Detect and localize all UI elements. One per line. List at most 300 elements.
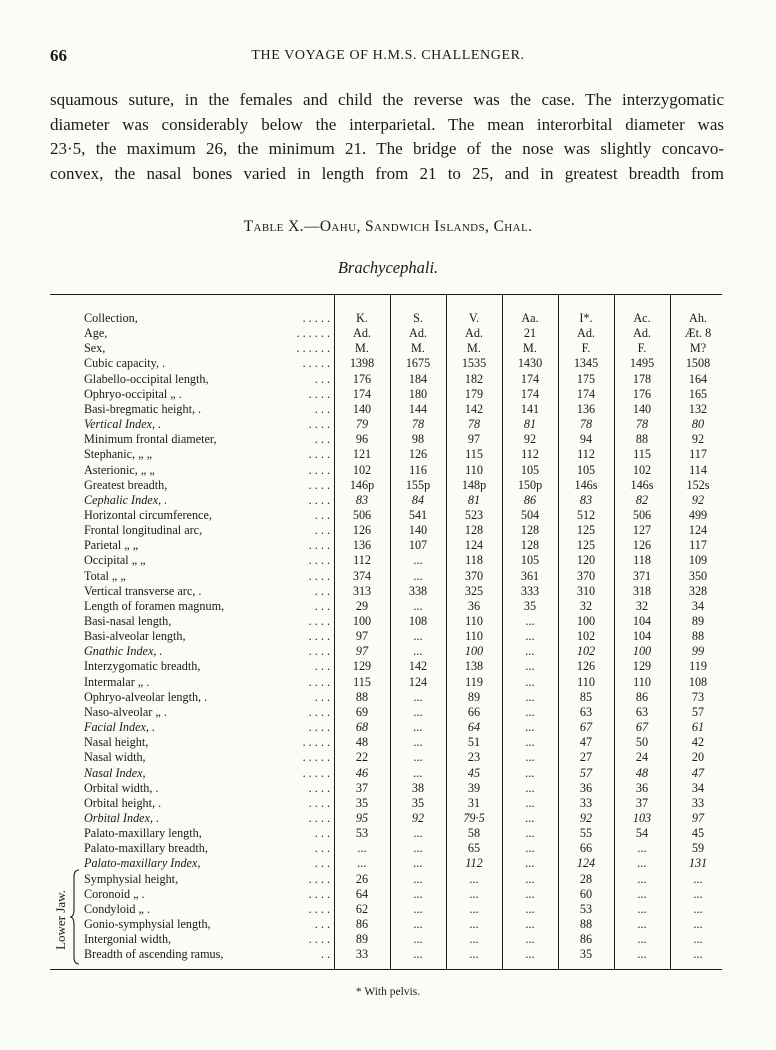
- table-cell: 125: [576, 538, 596, 553]
- row-label: Palato-maxillary breadth,: [84, 841, 208, 856]
- table-cell: 81: [467, 492, 481, 507]
- table-cell: 64: [467, 720, 481, 735]
- table-cell: 506: [632, 507, 652, 522]
- row-label: Horizontal circumference,: [84, 507, 212, 522]
- table-cell: 361: [520, 568, 540, 583]
- table-cell: 175: [576, 371, 596, 386]
- table-cell: 523: [464, 507, 484, 522]
- table-cell: 63: [635, 704, 649, 719]
- table-cell: 46: [355, 765, 369, 780]
- table-cell: 37: [635, 795, 649, 810]
- table-cell: 146s: [574, 477, 598, 492]
- table-cell: ...: [693, 947, 703, 962]
- table-cell: 131: [688, 856, 708, 871]
- table-cell: ...: [693, 871, 703, 886]
- table-cell: 97: [355, 644, 369, 659]
- table-cell: V.: [468, 311, 480, 325]
- table-cell: Ac.: [633, 311, 651, 325]
- table-cell: F.: [637, 341, 647, 356]
- row-label: Orbital height, .: [84, 795, 162, 810]
- table-cell: 1345: [573, 356, 599, 371]
- table-cell: 55: [579, 826, 593, 841]
- table-cell: 81: [523, 417, 537, 432]
- row-label: Cephalic Index, .: [84, 492, 168, 507]
- table-cell: 180: [408, 386, 428, 401]
- row-leader-dots: . . .: [314, 598, 330, 613]
- table-cell: ...: [413, 598, 423, 613]
- row-label: Glabello-occipital length,: [84, 371, 209, 386]
- table-cell: 114: [689, 462, 707, 477]
- table-cell: ...: [469, 947, 479, 962]
- table-cell: 138: [464, 659, 484, 674]
- table-cell: ...: [525, 689, 535, 704]
- table-cell: 117: [689, 447, 707, 462]
- table-cell: ...: [525, 932, 535, 947]
- table-cell: 92: [691, 492, 705, 507]
- row-leader-dots: . . .: [314, 917, 330, 931]
- table-cell: 89: [467, 689, 481, 704]
- table-subtitle: Brachycephali.: [337, 258, 439, 277]
- table-cell: 184: [408, 371, 428, 386]
- table-cell: S.: [413, 311, 423, 325]
- row-leader-dots: . . . .: [308, 462, 330, 477]
- table-row: [50, 675, 722, 691]
- table-cell: 140: [352, 401, 372, 416]
- table-cell: 370: [576, 568, 596, 583]
- table-cell: ...: [693, 917, 703, 931]
- row-label: Coronoid „ .: [84, 886, 145, 901]
- row-label: Palato-maxillary Index,: [84, 856, 201, 871]
- table-cell: 350: [688, 568, 708, 583]
- table-cell: 96: [355, 432, 369, 447]
- row-leader-dots: . .: [320, 947, 330, 962]
- table-cell: ...: [637, 917, 647, 931]
- table-cell: 124: [464, 538, 484, 553]
- row-label: Intergonial width,: [84, 932, 172, 947]
- table-cell: 102: [576, 629, 596, 644]
- row-leader-dots: . . . . .: [302, 311, 330, 325]
- table-cell: M.: [467, 341, 481, 356]
- table-cell: 22: [355, 750, 369, 765]
- table-row: [50, 690, 722, 706]
- row-leader-dots: . . . .: [308, 447, 330, 462]
- row-leader-dots: . . . .: [308, 932, 330, 947]
- table-cell: 118: [465, 553, 483, 568]
- row-leader-dots: . . .: [314, 507, 330, 522]
- row-leader-dots: . . .: [314, 583, 330, 598]
- row-leader-dots: . . .: [314, 432, 330, 447]
- table-cell: 39: [467, 780, 481, 795]
- table-cell: 86: [355, 917, 369, 931]
- table-cell: 129: [632, 659, 652, 674]
- table-cell: 32: [635, 598, 649, 613]
- table-cell: 112: [577, 447, 595, 462]
- row-leader-dots: . . . .: [308, 720, 330, 735]
- table-cell: ...: [413, 629, 423, 644]
- table-cell: ...: [637, 947, 647, 962]
- table-cell: M?: [689, 341, 707, 356]
- table-cell: M.: [411, 341, 425, 356]
- table-cell: 374: [352, 568, 372, 583]
- table-row: [50, 553, 722, 569]
- table-cell: 313: [352, 583, 372, 598]
- table-cell: ...: [413, 856, 423, 871]
- footnote: * With pelvis.: [355, 986, 421, 998]
- table-cell: 67: [579, 720, 593, 735]
- table-cell: 174: [352, 386, 372, 401]
- table-cell: 27: [579, 750, 593, 765]
- table-cell: 102: [632, 462, 652, 477]
- table-cell: 31: [467, 795, 481, 810]
- table-cell: 92: [523, 432, 537, 447]
- row-label: Basi-nasal length,: [84, 614, 172, 628]
- table-cell: ...: [413, 750, 423, 765]
- table-cell: 102: [576, 644, 596, 659]
- table-row: [50, 523, 722, 539]
- table-row: [50, 432, 722, 448]
- table-cell: 174: [576, 386, 596, 401]
- table-cell: 35: [523, 598, 537, 613]
- table-row: [50, 902, 722, 918]
- row-leader-dots: . . .: [314, 856, 330, 871]
- table-cell: 140: [632, 401, 652, 416]
- table-cell: 33: [579, 795, 593, 810]
- table-cell: F.: [581, 341, 591, 356]
- table-cell: 152s: [686, 477, 710, 492]
- table-row: [50, 629, 722, 645]
- table-cell: 105: [520, 553, 540, 568]
- table-cell: ...: [413, 826, 423, 841]
- table-cell: ...: [525, 780, 535, 795]
- table-cell: 328: [688, 583, 708, 598]
- row-label: Breadth of ascending ramus,: [84, 947, 224, 962]
- table-cell: 118: [633, 553, 651, 568]
- row-leader-dots: . . . .: [308, 886, 330, 901]
- table-cell: 63: [579, 704, 593, 719]
- row-label: Ophryo-alveolar length, .: [84, 689, 208, 704]
- row-label: Basi-bregmatic height, .: [84, 401, 202, 416]
- table-cell: 29: [355, 598, 369, 613]
- table-cell: 33: [691, 795, 705, 810]
- row-label: Greatest breadth,: [84, 477, 168, 492]
- table-cell: 142: [464, 401, 484, 416]
- row-label: Naso-alveolar „ .: [84, 704, 167, 719]
- row-label: Vertical Index, .: [84, 417, 162, 432]
- table-cell: 99: [691, 644, 705, 659]
- table-cell: 116: [409, 462, 427, 477]
- table-row: [50, 478, 722, 494]
- row-label: Occipital „ „: [84, 553, 146, 568]
- row-label: Asterionic, „ „: [84, 462, 155, 477]
- table-cell: 79: [355, 417, 369, 432]
- table-cell: 132: [688, 401, 708, 416]
- table-cell: 104: [632, 629, 652, 644]
- table-row: [50, 584, 722, 600]
- table-cell: ...: [413, 689, 423, 704]
- table-cell: 107: [408, 538, 428, 553]
- row-leader-dots: . . . .: [308, 568, 330, 583]
- table-cell: 54: [635, 826, 649, 841]
- table-cell: 178: [632, 371, 652, 386]
- table-cell: ...: [637, 856, 647, 871]
- table-cell: 125: [576, 523, 596, 538]
- table-cell: 86: [579, 932, 593, 947]
- table-cell: 155p: [405, 477, 431, 492]
- row-label: Intermalar „ .: [84, 674, 150, 689]
- table-cell: Æt. 8: [684, 326, 712, 341]
- table-cell: 174: [520, 371, 540, 386]
- table-cell: 127: [632, 523, 652, 538]
- table-cell: ...: [525, 856, 535, 871]
- table-cell: 53: [355, 826, 369, 841]
- table-cell: 371: [632, 568, 652, 583]
- table-cell: 128: [520, 523, 540, 538]
- row-leader-dots: . . . .: [308, 629, 330, 644]
- row-leader-dots: . . . .: [308, 704, 330, 719]
- table-cell: 69: [355, 704, 369, 719]
- table-cell: 338: [408, 583, 428, 598]
- row-leader-dots: . . . .: [308, 795, 330, 810]
- table-row: [50, 735, 722, 751]
- table-cell: 104: [632, 614, 652, 628]
- table-cell: 126: [352, 523, 372, 538]
- row-label: Frontal longitudinal arc,: [84, 523, 203, 538]
- table-cell: 50: [635, 735, 649, 750]
- table-cell: 100: [352, 614, 372, 628]
- table-cell: 64: [355, 886, 369, 901]
- table-cell: 182: [464, 371, 484, 386]
- table-row: [50, 599, 722, 615]
- table-cell: 124: [408, 674, 428, 689]
- table-row: [50, 932, 722, 948]
- table-cell: ...: [413, 704, 423, 719]
- table-cell: 28: [579, 871, 593, 886]
- table-cell: ...: [525, 674, 535, 689]
- table-cell: ...: [413, 886, 423, 901]
- table-cell: 140: [408, 523, 428, 538]
- table-cell: 136: [352, 538, 372, 553]
- table-cell: ...: [525, 765, 535, 780]
- table-row: [50, 750, 722, 766]
- table-cell: 88: [635, 432, 649, 447]
- row-label: Cubic capacity, .: [84, 356, 166, 371]
- table-cell: 86: [523, 492, 537, 507]
- table-cell: ...: [413, 917, 423, 931]
- row-leader-dots: . . . .: [308, 810, 330, 825]
- table-row: [50, 796, 722, 812]
- table-cell: 62: [355, 901, 369, 916]
- table-row: [50, 447, 722, 463]
- table-cell: ...: [413, 871, 423, 886]
- row-label: Facial Index, .: [84, 720, 156, 735]
- table-cell: 108: [408, 614, 428, 628]
- table-cell: 148p: [461, 477, 487, 492]
- table-cell: 142: [408, 659, 428, 674]
- table-cell: 66: [467, 704, 481, 719]
- table-cell: 92: [691, 432, 705, 447]
- table-title: [0, 218, 776, 236]
- table-cell: M.: [355, 341, 369, 356]
- table-cell: Ad.: [353, 326, 371, 341]
- row-leader-dots: . . . . . .: [296, 326, 330, 341]
- table-cell: ...: [637, 871, 647, 886]
- row-label: Palato-maxillary length,: [84, 826, 202, 841]
- table-cell: 117: [689, 538, 707, 553]
- table-cell: 78: [579, 417, 593, 432]
- table-cell: 110: [465, 614, 483, 628]
- table-cell: 73: [691, 689, 705, 704]
- row-label: Condyloid „ .: [84, 901, 151, 916]
- table-cell: 98: [411, 432, 425, 447]
- table-cell: ...: [525, 810, 535, 825]
- table-cell: 110: [633, 674, 651, 689]
- table-row: [50, 341, 722, 357]
- table-cell: 23: [467, 750, 481, 765]
- table-row: [50, 614, 722, 630]
- table-cell: 35: [355, 795, 369, 810]
- table-row: [50, 705, 722, 721]
- table-cell: 126: [576, 659, 596, 674]
- row-label: Parietal „ „: [84, 538, 139, 553]
- table-row: [50, 659, 722, 675]
- table-cell: 1508: [685, 356, 711, 371]
- table-cell: 115: [465, 447, 483, 462]
- table-cell: 88: [691, 629, 705, 644]
- row-leader-dots: . . . . .: [302, 735, 330, 750]
- table-cell: 124: [688, 523, 708, 538]
- row-leader-dots: . . .: [314, 523, 330, 538]
- row-leader-dots: . . . .: [308, 386, 330, 401]
- table-cell: 35: [411, 795, 425, 810]
- table-cell: Ad.: [465, 326, 483, 341]
- table-cell: 105: [520, 462, 540, 477]
- table-cell: ...: [693, 886, 703, 901]
- row-label: Nasal Index,: [84, 765, 146, 780]
- row-leader-dots: . . .: [314, 841, 330, 856]
- table-cell: 100: [464, 644, 484, 659]
- table-row: [50, 781, 722, 797]
- measurement-table: [50, 294, 722, 970]
- lower-jaw-label: Lower Jaw.: [53, 890, 68, 950]
- table-cell: ...: [525, 720, 535, 735]
- table-cell: ...: [525, 659, 535, 674]
- table-cell: ...: [413, 644, 423, 659]
- table-cell: ...: [469, 917, 479, 931]
- table-cell: 88: [355, 689, 369, 704]
- lower-jaw-brace: [70, 869, 80, 965]
- table-cell: 89: [355, 932, 369, 947]
- table-cell: ...: [413, 720, 423, 735]
- table-cell: 82: [635, 492, 649, 507]
- table-cell: 112: [353, 553, 371, 568]
- row-leader-dots: . . . . . .: [296, 341, 330, 356]
- table-cell: 92: [579, 810, 593, 825]
- row-label: Length of foramen magnum,: [84, 598, 225, 613]
- row-label: Symphysial height,: [84, 871, 179, 886]
- table-cell: 24: [635, 750, 649, 765]
- table-cell: 85: [579, 689, 593, 704]
- row-label: Orbital Index, .: [84, 810, 160, 825]
- table-cell: ...: [525, 795, 535, 810]
- table-cell: 94: [579, 432, 593, 447]
- table-cell: 512: [576, 507, 596, 522]
- table-cell: 45: [467, 765, 481, 780]
- table-cell: 86: [635, 689, 649, 704]
- row-leader-dots: . . . .: [308, 417, 330, 432]
- table-cell: ...: [693, 932, 703, 947]
- row-leader-dots: . . .: [314, 371, 330, 386]
- table-cell: ...: [525, 841, 535, 856]
- table-cell: 79·5: [463, 810, 485, 825]
- row-label: Orbital width, .: [84, 780, 159, 795]
- body-text: [50, 88, 724, 186]
- table-row: [50, 372, 722, 388]
- table-cell: 146s: [630, 477, 654, 492]
- table-cell: ...: [525, 947, 535, 962]
- row-leader-dots: . . . . .: [302, 356, 330, 371]
- table-cell: 102: [352, 462, 372, 477]
- row-leader-dots: . . . .: [308, 477, 330, 492]
- table-cell: ...: [413, 765, 423, 780]
- row-label: Sex,: [84, 341, 106, 356]
- row-leader-dots: . . . .: [308, 492, 330, 507]
- row-leader-dots: . . . .: [308, 674, 330, 689]
- table-row: [50, 720, 722, 736]
- table-cell: ...: [637, 841, 647, 856]
- table-cell: ...: [525, 750, 535, 765]
- table-title-prefix: Table X.—: [243, 218, 320, 235]
- table-cell: 136: [576, 401, 596, 416]
- table-cell: ...: [413, 901, 423, 916]
- table-cell: ...: [637, 886, 647, 901]
- row-leader-dots: . . . . .: [302, 765, 330, 780]
- row-leader-dots: . . .: [314, 826, 330, 841]
- table-cell: 103: [632, 810, 652, 825]
- table-row: [50, 872, 722, 888]
- table-cell: 109: [688, 553, 708, 568]
- table-cell: 124: [576, 856, 596, 871]
- table-row: [50, 463, 722, 479]
- table-cell: 47: [579, 735, 593, 750]
- table-cell: ...: [413, 735, 423, 750]
- table-row: [50, 569, 722, 585]
- table-cell: 129: [352, 659, 372, 674]
- table-cell: 176: [632, 386, 652, 401]
- table-row: [50, 947, 722, 963]
- table-cell: ...: [525, 871, 535, 886]
- table-cell: ...: [525, 629, 535, 644]
- table-cell: 112: [465, 856, 483, 871]
- table-cell: Ad.: [577, 326, 595, 341]
- table-cell: 38: [411, 780, 425, 795]
- table-cell: 95: [355, 810, 369, 825]
- table-cell: Ah.: [689, 311, 707, 325]
- row-leader-dots: . . . .: [308, 614, 330, 628]
- running-head: THE VOYAGE OF H.M.S. CHALLENGER.: [251, 48, 525, 63]
- table-cell: 333: [520, 583, 540, 598]
- table-cell: ...: [413, 553, 423, 568]
- table-cell: 100: [632, 644, 652, 659]
- row-label: Ophryo-occipital „ .: [84, 386, 182, 401]
- table-cell: 33: [355, 947, 369, 962]
- table-cell: 1430: [517, 356, 543, 371]
- row-label: Stephanic, „ „: [84, 447, 153, 462]
- table-title-rest: Oahu, Sandwich Islands, Chal.: [319, 218, 533, 235]
- table-cell: ...: [693, 901, 703, 916]
- table-cell: 121: [352, 447, 372, 462]
- row-label: Vertical transverse arc, .: [84, 583, 202, 598]
- body-line: convex, the nasal bones varied in length from 21 to 25, and in greatest breadth from: [50, 163, 724, 183]
